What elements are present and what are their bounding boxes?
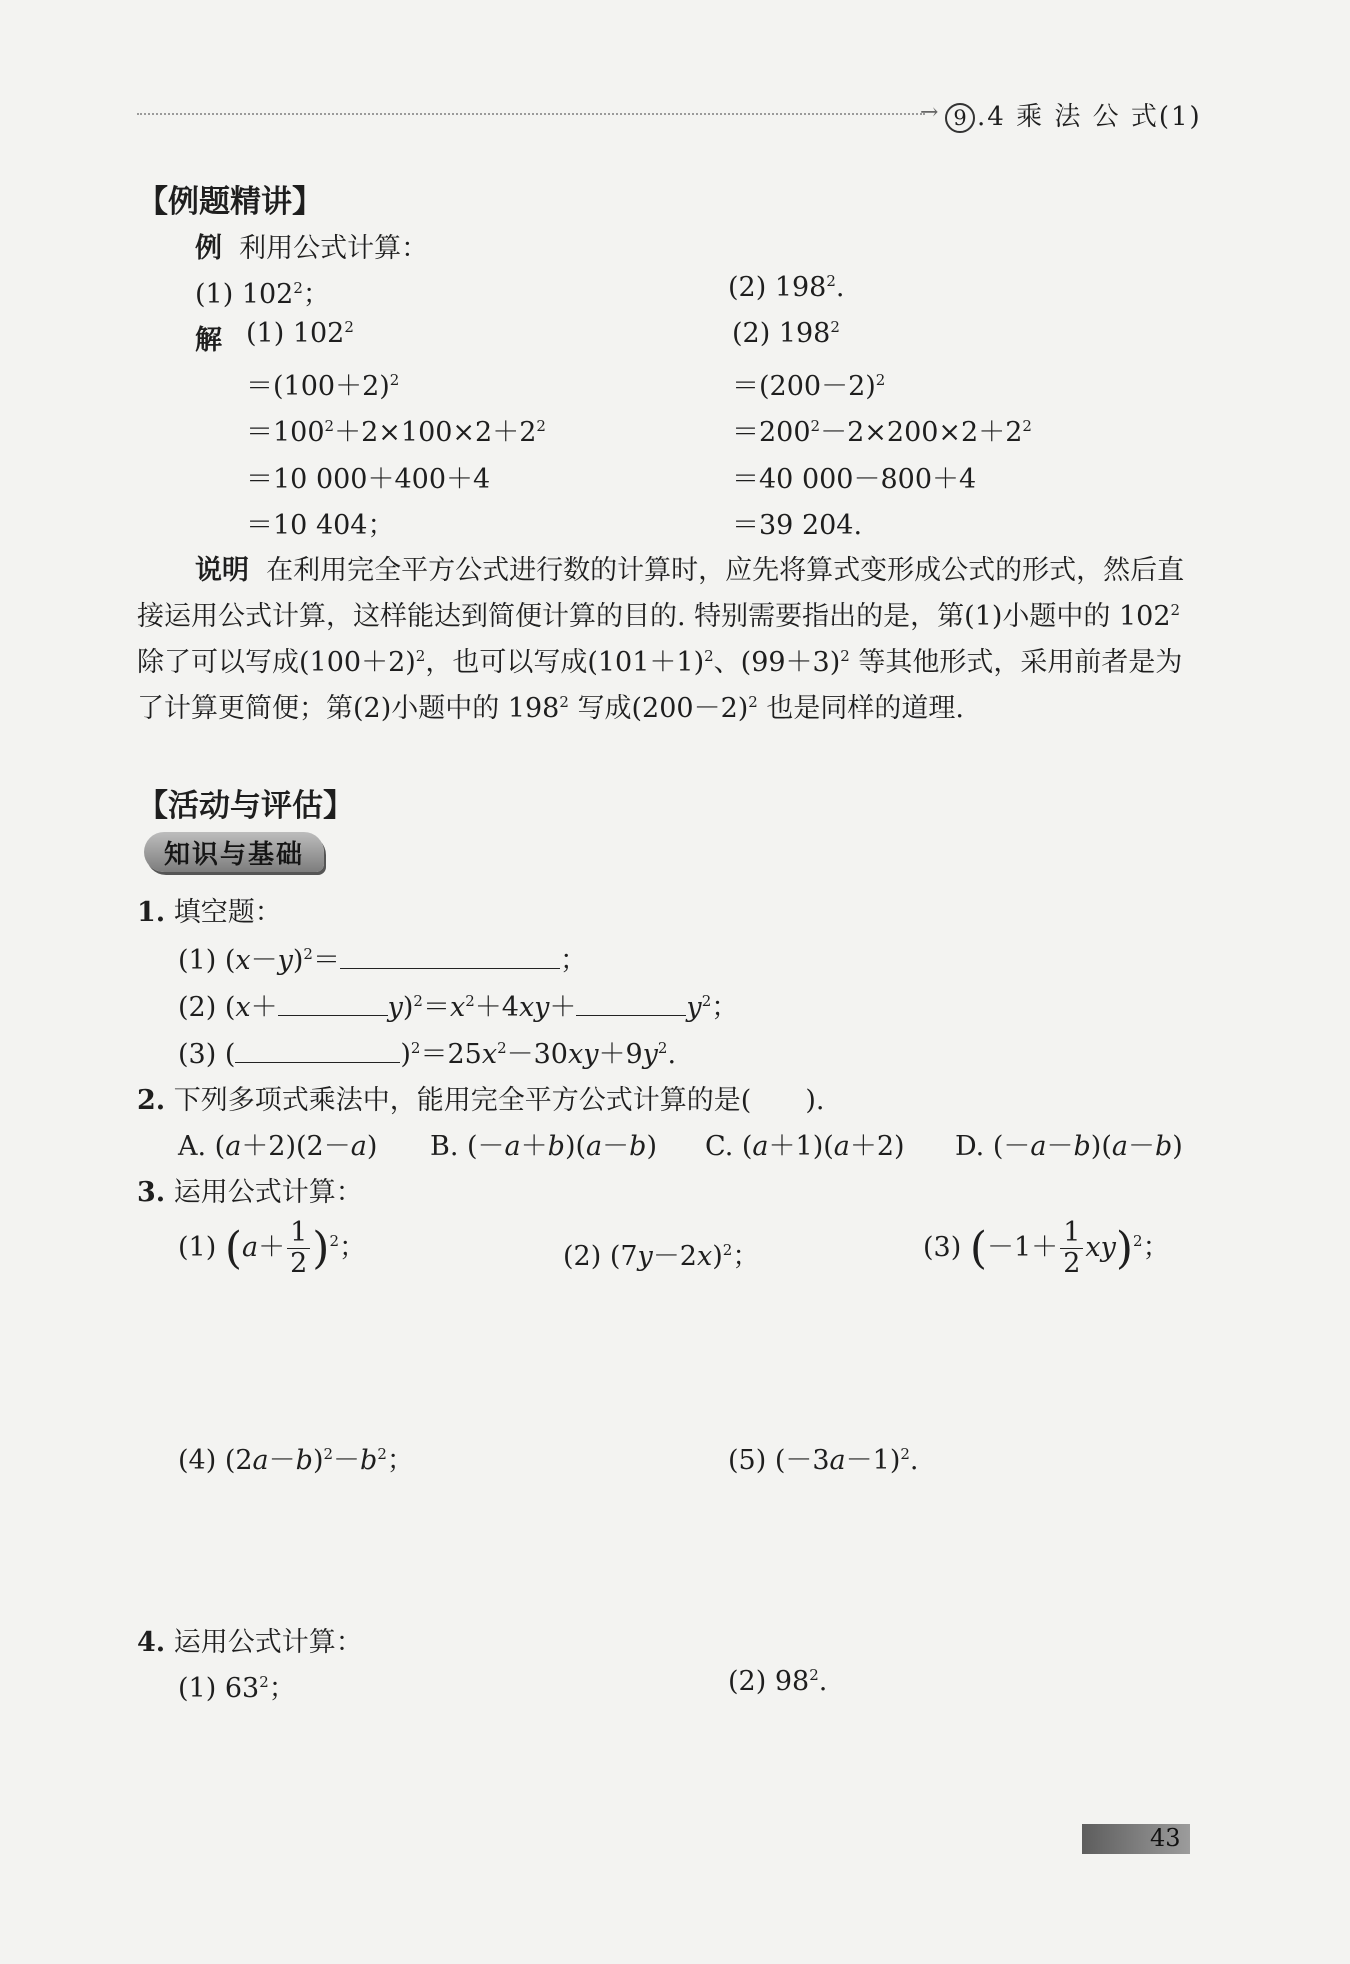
q1-title: 1. 填空题： <box>137 897 282 928</box>
solution-right-2: $=(200-2)^2$ <box>732 371 886 402</box>
q2-option-d[interactable]: D. (－a－b)(a－b) <box>955 1131 1183 1162</box>
solution-left-3: $=100^2+2\times 100\times 2+2^2$ <box>246 417 546 448</box>
q1-blank-3[interactable] <box>576 993 686 1016</box>
page-number: 43 <box>1150 1824 1181 1852</box>
q2-option-c[interactable]: C. (a＋1)(a＋2) <box>705 1131 905 1162</box>
q4-title: 4. 运用公式计算： <box>137 1627 363 1658</box>
solution-right-5: ＝39 204. <box>732 510 863 541</box>
example-q1: (1) $102^2$； <box>195 279 330 310</box>
solution-label: 解 <box>195 325 222 356</box>
example-prompt: 例 利用公式计算： <box>195 233 429 264</box>
q1-item-2: (2) $(x+ y)^2=x^2+4xy+ y^2$； <box>178 992 739 1023</box>
solution-left-4: ＝10 000＋400＋4 <box>246 464 491 495</box>
solution-right-4: ＝40 000－800＋4 <box>732 464 977 495</box>
q4-item-2: (2) $98^2$. <box>728 1666 828 1697</box>
solution-left-1: (1) $102^2$ <box>246 318 354 349</box>
q1-blank-4[interactable] <box>235 1040 400 1063</box>
header-rule <box>137 113 925 115</box>
section-title: .4 乘 法 公 式(1) <box>977 102 1202 132</box>
q3-item-3: (3) (－1＋ $\frac{1}{2}$ xy)$^2$； <box>923 1217 1170 1279</box>
chapter-number: 9 <box>945 103 975 133</box>
q2-option-b[interactable]: B. (－a＋b)(a－b) <box>430 1131 657 1162</box>
q1-item-3: (3) ( )$^2=25x^2-30xy+9y^2$. <box>178 1039 677 1070</box>
q3-title: 3. 运用公式计算： <box>137 1177 363 1208</box>
q1-blank-2[interactable] <box>278 993 388 1016</box>
example-heading: 【例题精讲】 <box>137 184 323 220</box>
solution-right-1: (2) $198^2$ <box>732 318 840 349</box>
activity-heading: 【活动与评估】 <box>137 788 354 824</box>
q3-item-5: (5) $(-3a-1)^2$. <box>728 1445 919 1476</box>
q2-option-a[interactable]: A. (a＋2)(2－a) <box>178 1131 378 1162</box>
note-paragraph: 说明 在利用完全平方公式进行数的计算时，应先将算式变形成公式的形式，然后直接运用公式计算，这样能达到简便计算的目的. 特别需要指出的是，第(1)小题中的 $102^2$ 除了可以写成$(100+2)^2$，也可以写成$(101+1)^2$、$(99+3)^2$ 等其他形式，采用前者是为了计算更简便；第(2)小题中的 $198^2$ 写成$(200-2)^2$ 也是同样的道理. <box>137 555 1185 724</box>
arrow-right-icon: → <box>920 100 939 125</box>
q1-item-1: (1) $(x-y)^2=$ ； <box>178 945 587 976</box>
q2-title: 2. 下列多项式乘法中，能用完全平方公式计算的是( ). <box>137 1085 825 1116</box>
solution-left-2: $=(100+2)^2$ <box>246 371 400 402</box>
knowledge-badge: 知识与基础 <box>144 832 324 872</box>
solution-left-5: ＝10 404； <box>246 510 395 541</box>
q3-item-4: (4) $(2a-b)^2-b^2$； <box>178 1445 414 1476</box>
section-header <box>945 96 1202 133</box>
q1-blank-1[interactable] <box>340 946 560 969</box>
solution-right-3: $=200^2-2\times 200\times 2+2^2$ <box>732 417 1032 448</box>
example-q2: (2) $198^2$. <box>728 272 845 303</box>
q3-item-1: (1) (a＋ $\frac{1}{2}$ )$^2$； <box>178 1217 367 1279</box>
q4-item-1: (1) $63^2$； <box>178 1673 296 1704</box>
q3-item-2: (2) $(7y-2x)^2$； <box>563 1241 760 1272</box>
